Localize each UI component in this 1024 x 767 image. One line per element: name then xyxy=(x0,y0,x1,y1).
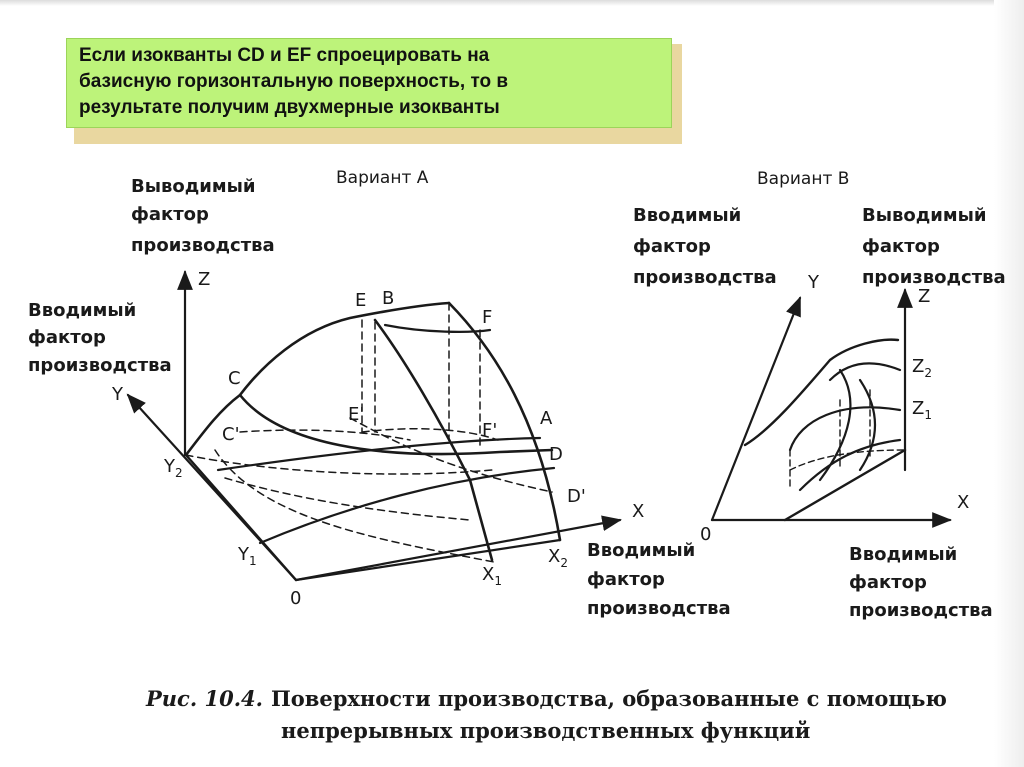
variant-a-label-d-prime: D' xyxy=(567,486,586,507)
figure-caption-line-2: непрерывных производственных функций xyxy=(281,718,811,743)
figure-caption-prefix: Рис. 10.4. xyxy=(146,686,263,711)
variant-a-label-x1: $X_1$ xyxy=(482,564,502,588)
variant-a-label-e: E xyxy=(355,290,367,311)
variant-a-z-axis-title-line-2: фактор xyxy=(131,204,209,225)
variant-b-y-axis-title-line-1: Вводимый xyxy=(633,205,742,226)
variant-a-label-c: C xyxy=(228,368,241,389)
variant-a-x-axis xyxy=(296,520,620,580)
variant-b-y-axis-title-line-3: производства xyxy=(633,267,777,288)
variant-b-label-z1: $Z_1$ xyxy=(912,398,932,422)
variant-a-label-c-prime: C' xyxy=(222,424,240,445)
variant-a-z-axis-title-line-3: производства xyxy=(131,235,275,256)
variant-a-label-y: Y xyxy=(112,384,123,405)
variant-a-title: Вариант A xyxy=(336,168,429,188)
variant-a-x-axis-title-line-3: производства xyxy=(587,598,731,619)
variant-b-curve-2 xyxy=(860,380,875,470)
variant-a-label-a: A xyxy=(540,408,553,429)
variant-a-label-z: Z xyxy=(198,269,211,290)
variant-b-surface-lower-edge xyxy=(785,450,905,520)
variant-a-label-f: F xyxy=(482,307,493,328)
variant-b-z-axis-title-line-2: фактор xyxy=(862,236,940,257)
variant-b-title: Вариант B xyxy=(757,169,850,189)
variant-b-x-axis-title-line-3: производства xyxy=(849,600,993,621)
variant-a-isoquant-cd xyxy=(240,395,552,454)
variant-b-projection-lines xyxy=(790,390,905,490)
variant-a-surface-section-2 xyxy=(260,468,554,543)
variant-b-label-z: Z xyxy=(918,286,931,307)
variant-b-label-origin: 0 xyxy=(700,524,712,545)
variant-a-front-edge xyxy=(296,540,560,580)
variant-b-y-axis-title-line-2: фактор xyxy=(633,236,711,257)
variant-a-y-axis-title-line-3: производства xyxy=(28,355,172,376)
variant-a-y-axis-title-line-1: Вводимый xyxy=(28,300,137,321)
variant-b-z-axis-title-line-1: Выводимый xyxy=(862,205,987,226)
variant-a-label-x2: $X_2$ xyxy=(548,546,568,570)
variant-a-label-origin: 0 xyxy=(290,588,302,609)
variant-b-label-x: X xyxy=(957,492,970,513)
variant-a-label-f-prime: F' xyxy=(482,420,498,441)
variant-a-label-y2: $Y_2$ xyxy=(164,456,183,480)
variant-a-y-axis-title-line-2: фактор xyxy=(28,327,106,348)
variant-b-label-y: Y xyxy=(808,272,819,293)
variant-a-label-x: X xyxy=(632,501,645,522)
variant-b-curve-1 xyxy=(820,370,850,480)
variant-a-z-axis-title-line-1: Выводимый xyxy=(131,176,256,197)
variant-a-label-e-prime: E' xyxy=(348,404,365,425)
variant-a-x-axis-title-line-2: фактор xyxy=(587,569,665,590)
variant-a-label-b: B xyxy=(382,288,395,309)
variant-a-label-d: D xyxy=(549,444,563,465)
variant-a-iso-b-line xyxy=(385,325,490,332)
variant-b-z-axis-title-line-3: производства xyxy=(862,267,1006,288)
variant-a-label-y1: $Y_1$ xyxy=(238,544,257,568)
callout-text: Если изокванты CD и EF спроецировать на базисную горизонтальную поверхность, то в результате получим двухмерные изокванты xyxy=(79,45,509,118)
figure-caption-line-1: Рис. 10.4. Поверхности производства, образованные с помощью xyxy=(146,686,947,711)
variant-b-x-axis-title-line-2: фактор xyxy=(849,572,927,593)
variant-a-x-axis-title-line-1: Вводимый xyxy=(587,540,696,561)
variant-a-surface-section-1 xyxy=(218,438,540,470)
variant-b-label-z2: $Z_2$ xyxy=(912,356,932,380)
variant-b-x-axis-title-line-1: Вводимый xyxy=(849,544,958,565)
